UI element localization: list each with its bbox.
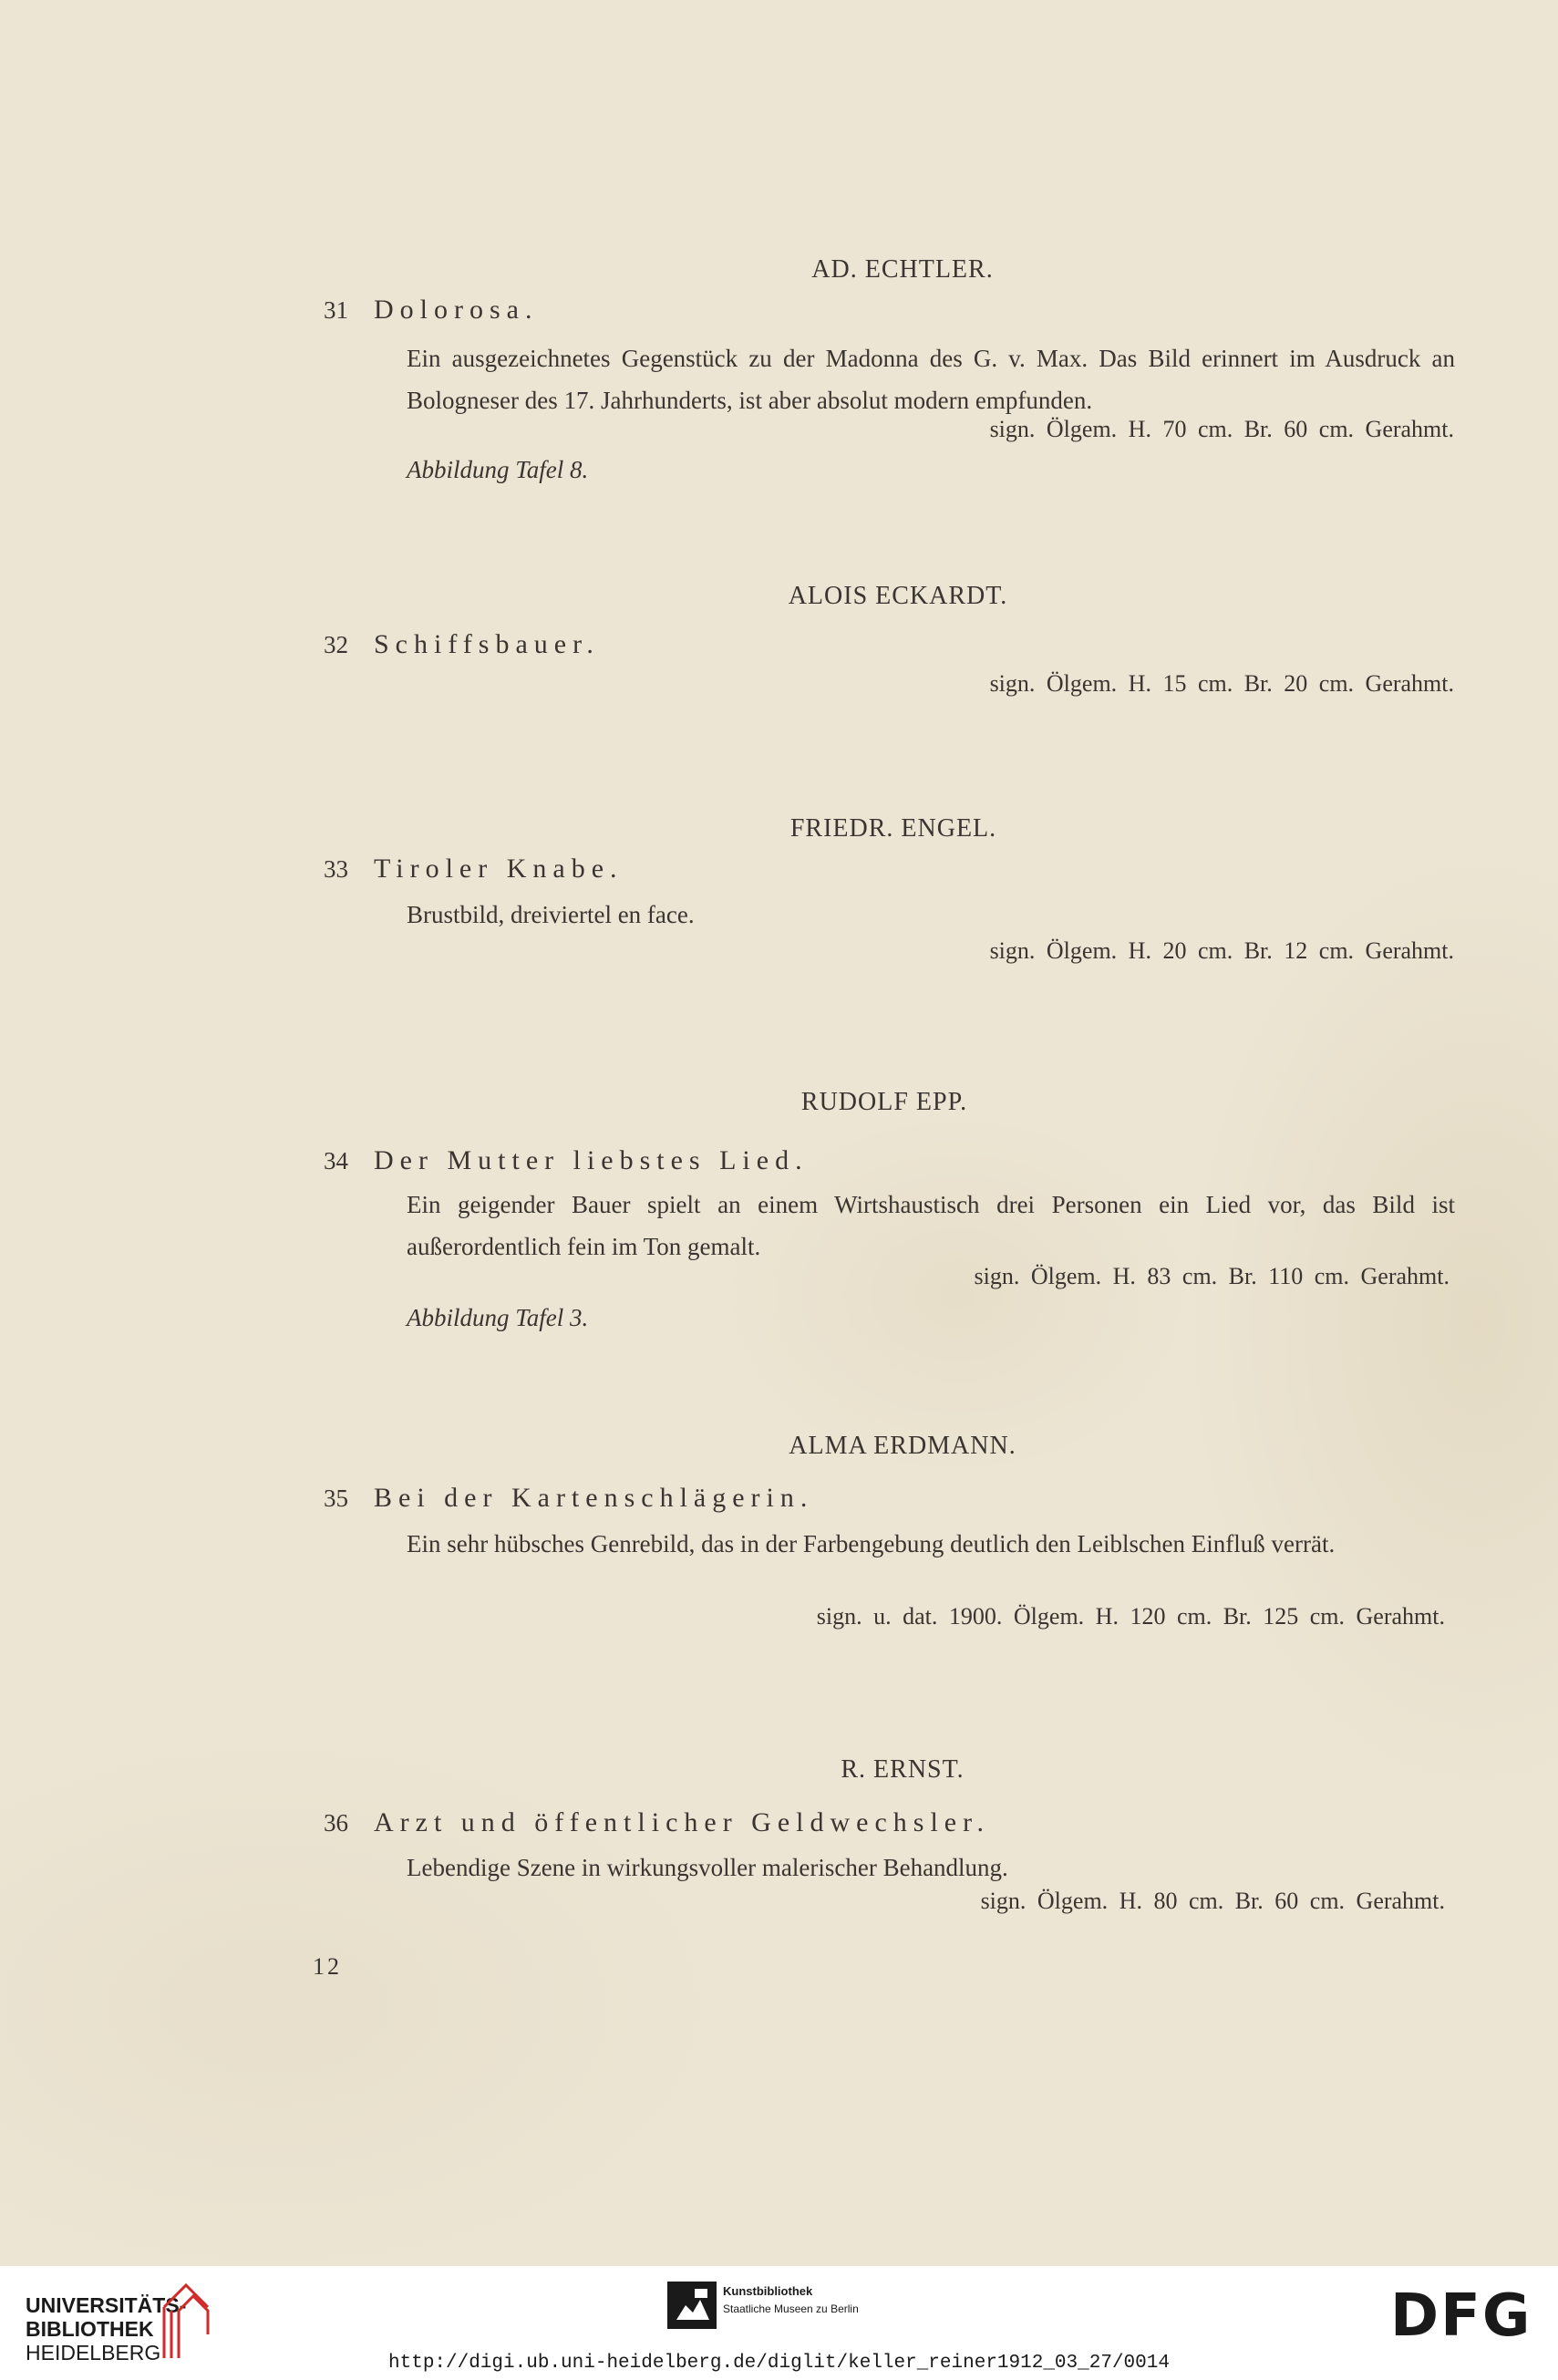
kunstbibliothek-logo-icon	[667, 2282, 717, 2329]
entry-description: Brustbild, dreiviertel en face.	[407, 901, 695, 928]
entry-number: 34	[324, 1147, 348, 1174]
entry-description: Ein geigender Bauer spielt an einem Wirtshaustisch drei Personen ein Lied vor, das Bild ist außerordentlich fein im Ton gemalt.	[407, 1191, 1455, 1260]
artist-heading: RUDOLF EPP.	[800, 1088, 968, 1116]
entry-number: 36	[324, 1809, 348, 1837]
entry-number: 31	[324, 296, 348, 324]
entry-title: Schiffsbauer.	[374, 629, 600, 659]
artist-heading: AD. ECHTLER.	[811, 255, 994, 284]
illustration-reference: Abbildung Tafel 3.	[407, 1304, 589, 1331]
illustration-reference: Abbildung Tafel 8.	[407, 456, 589, 483]
artist-heading: R. ERNST.	[841, 1755, 965, 1784]
entry-title: Bei der Kartenschlägerin.	[374, 1483, 814, 1513]
entry-title: Dolorosa.	[374, 295, 539, 325]
entry-number: 32	[324, 631, 348, 658]
library-name-line: BIBLIOTHEK	[26, 2317, 154, 2341]
dfg-logo: DFG	[1390, 2282, 1532, 2350]
entry-title: Der Mutter liebstes Lied.	[374, 1145, 809, 1175]
kunstbibliothek-name: Kunstbibliothek	[723, 2284, 813, 2298]
library-logo-icon	[157, 2280, 215, 2362]
entry-description: Ein ausgezeichnetes Gegenstück zu der Madonna des G. v. Max. Das Bild erinnert im Ausdruck an Bologneser des 17. Jahrhunderts, ist aber absolut modern empfunden.	[407, 345, 1455, 414]
library-location: HEIDELBERG	[26, 2341, 161, 2364]
entry-meta: sign. Ölgem. H. 70 cm. Br. 60 cm. Gerahmt.	[989, 416, 1454, 442]
entry-title: Tiroler Knabe.	[374, 854, 624, 884]
entry-meta: sign. Ölgem. H. 20 cm. Br. 12 cm. Gerahmt.	[989, 937, 1454, 964]
library-name-line: UNIVERSITÄTS-	[26, 2293, 187, 2317]
entry-title: Arzt und öffentlicher Geldwechsler.	[374, 1807, 990, 1837]
entry-meta: sign. Ölgem. H. 83 cm. Br. 110 cm. Gerahmt.	[974, 1263, 1450, 1289]
kunstbibliothek-label	[723, 2282, 859, 2318]
artist-heading: ALMA ERDMANN.	[789, 1432, 1016, 1460]
permalink-url[interactable]: http://digi.ub.uni-heidelberg.de/diglit/keller_reiner1912_03_27/0014	[388, 2353, 1170, 2374]
entry-meta: sign. Ölgem. H. 80 cm. Br. 60 cm. Gerahmt.	[980, 1888, 1445, 1914]
kunstbibliothek-subtitle: Staatliche Museen zu Berlin	[723, 2302, 859, 2315]
artist-heading: ALOIS ECKARDT.	[788, 582, 1008, 610]
entry-description: Lebendige Szene in wirkungsvoller malerischer Behandlung.	[407, 1854, 1008, 1881]
entry-meta: sign. Ölgem. H. 15 cm. Br. 20 cm. Gerahmt.	[989, 670, 1454, 697]
artist-heading: FRIEDR. ENGEL.	[789, 814, 997, 843]
entry-description: Ein sehr hübsches Genrebild, das in der Farbengebung deutlich den Leiblschen Einfluß verrät.	[407, 1530, 1336, 1557]
entry-meta: sign. u. dat. 1900. Ölgem. H. 120 cm. Br. 125 cm. Gerahmt.	[816, 1603, 1445, 1630]
page-number: 12	[313, 1953, 342, 1980]
entry-number: 35	[324, 1485, 348, 1512]
entry-number: 33	[324, 855, 348, 883]
